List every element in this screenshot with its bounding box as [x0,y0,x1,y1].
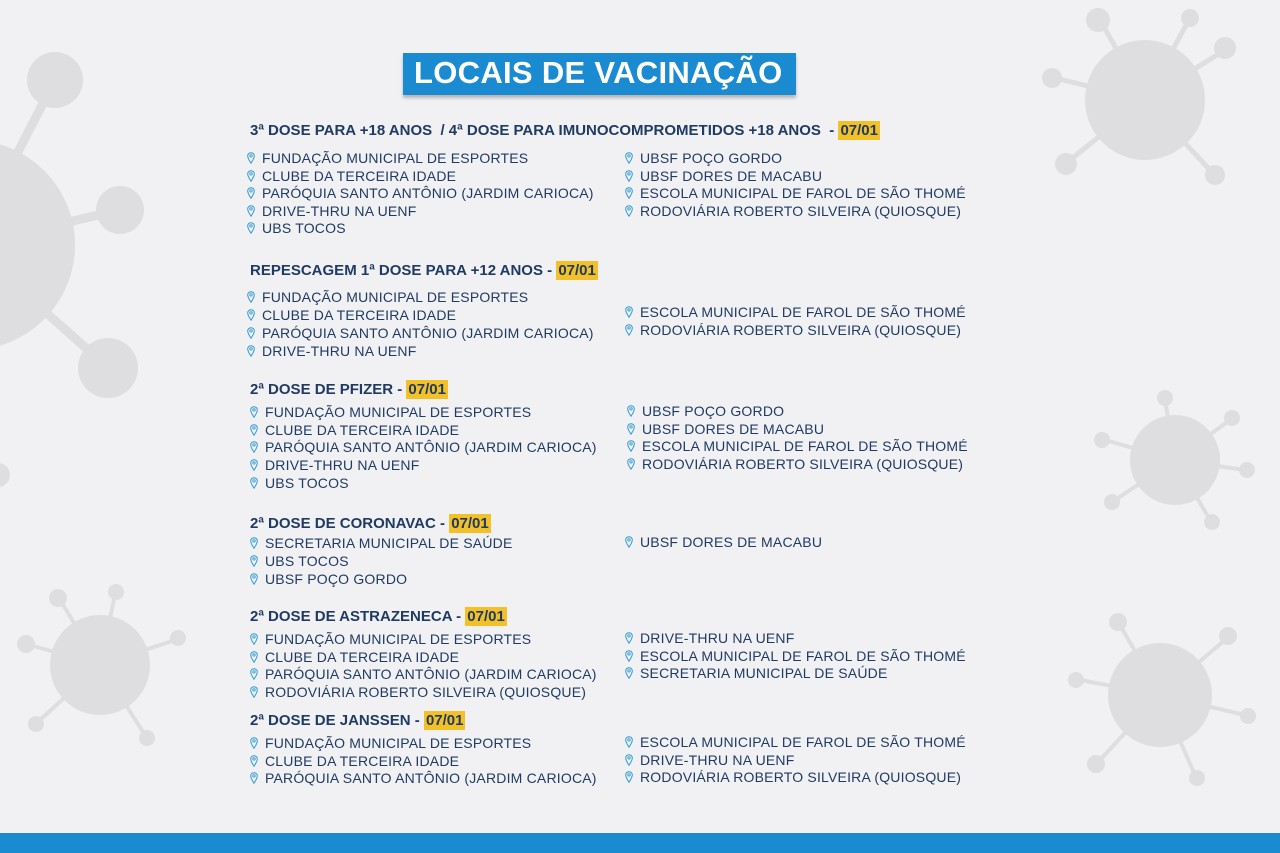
section-title [250,261,598,281]
location-item [627,403,784,420]
title-banner [403,53,796,95]
location-label: SECRETARIA MUNICIPAL DE SAÚDE [640,665,888,681]
location-pin-icon [250,477,258,489]
location-pin-icon [625,771,633,783]
date-badge: 07/01 [451,515,489,532]
location-item [247,168,456,185]
location-item [625,304,966,321]
location-pin-icon [247,345,255,357]
location-label: ESCOLA MUNICIPAL DE FAROL DE SÃO THOMÉ [640,734,966,750]
location-pin-icon [247,152,255,164]
location-pin-icon [250,633,258,645]
location-label: CLUBE DA TERCEIRA IDADE [265,752,460,769]
location-label: FUNDAÇÃO MUNICIPAL DE ESPORTES [262,150,529,166]
location-label: RODOVIÁRIA ROBERTO SILVEIRA (QUIOSQUE) [640,769,962,785]
location-pin-icon [625,187,633,199]
location-item [625,665,887,682]
location-pin-icon [625,736,633,748]
location-item [625,203,961,220]
location-pin-icon [247,187,255,199]
location-item [250,439,597,456]
location-item [250,666,597,683]
location-pin-icon [625,650,633,662]
bottom-bar [0,833,1280,853]
location-pin-icon [625,324,633,336]
location-pin-icon [625,170,633,182]
location-pin-icon [625,536,633,548]
location-item [250,735,531,752]
location-pin-icon [627,440,635,452]
location-pin-icon [250,668,258,680]
location-label: FUNDAÇÃO MUNICIPAL DE ESPORTES [265,735,532,751]
location-item [625,630,795,647]
location-item [625,648,966,665]
location-pin-icon [625,632,633,644]
location-label: ESCOLA MUNICIPAL DE FAROL DE SÃO THOMÉ [640,304,966,320]
location-label: SECRETARIA MUNICIPAL DE SAÚDE [265,535,513,551]
location-item [625,185,966,202]
location-pin-icon [250,772,258,784]
location-item [250,475,349,492]
location-label: DRIVE-THRU NA UENF [640,751,795,768]
location-item [250,553,349,570]
location-item [247,325,594,342]
location-item [250,535,512,552]
location-item [247,203,417,220]
location-pin-icon [625,205,633,217]
location-pin-icon [250,686,258,698]
location-pin-icon [250,651,258,663]
location-label: CLUBE DA TERCEIRA IDADE [265,421,460,438]
location-item [247,289,528,306]
location-label: RODOVIÁRIA ROBERTO SILVEIRA (QUIOSQUE) [642,456,964,473]
location-label: DRIVE-THRU NA UENF [262,202,417,219]
location-item [625,168,822,185]
location-label: DRIVE-THRU NA UENF [262,343,417,359]
date-badge: 07/01 [840,122,878,139]
date-badge: 07/01 [467,608,505,625]
location-pin-icon [247,327,255,339]
location-label: UBS TOCOS [265,474,349,491]
location-label: CLUBE DA TERCEIRA IDADE [265,648,460,665]
location-pin-icon [250,573,258,585]
location-label: UBSF POÇO GORDO [640,150,783,166]
location-item [250,753,459,770]
date-badge: 07/01 [425,712,464,729]
location-label: UBSF DORES DE MACABU [642,420,825,437]
location-item [247,343,417,360]
location-pin-icon [250,537,258,549]
location-label: DRIVE-THRU NA UENF [640,630,795,646]
section-title-label: 2ª DOSE DE CORONAVAC - [250,515,450,532]
location-pin-icon [625,667,633,679]
location-pin-icon [247,309,255,321]
location-item [625,734,966,751]
location-label: UBSF DORES DE MACABU [640,167,823,184]
location-pin-icon [250,424,258,436]
section-title [250,514,491,534]
section-title-label: 2ª DOSE DE PFIZER - [250,381,407,398]
location-label: CLUBE DA TERCEIRA IDADE [262,307,457,323]
location-item [247,220,346,237]
section-title-label: 2ª DOSE DE ASTRAZENECA - [250,608,466,625]
location-item [250,404,531,421]
location-item [250,457,420,474]
location-label: FUNDAÇÃO MUNICIPAL DE ESPORTES [265,404,532,420]
location-item [625,769,961,786]
location-item [627,456,963,473]
location-pin-icon [250,441,258,453]
location-label: UBSF POÇO GORDO [265,571,408,587]
location-pin-icon [250,459,258,471]
location-pin-icon [627,458,635,470]
location-label: PARÓQUIA SANTO ANTÔNIO (JARDIM CARIOCA) [265,439,597,456]
location-label: ESCOLA MUNICIPAL DE FAROL DE SÃO THOMÉ [642,438,968,455]
location-item [250,571,407,588]
location-pin-icon [247,170,255,182]
location-label: FUNDAÇÃO MUNICIPAL DE ESPORTES [265,631,532,647]
location-label: UBS TOCOS [265,553,349,569]
location-item [250,684,586,701]
location-label: ESCOLA MUNICIPAL DE FAROL DE SÃO THOMÉ [640,647,966,664]
section-title [250,711,465,731]
location-item [627,438,968,455]
location-label: RODOVIÁRIA ROBERTO SILVEIRA (QUIOSQUE) [640,322,962,338]
section-title-label: 3ª DOSE PARA +18 ANOS / 4ª DOSE PARA IMUNOCOMPROMETIDOS +18 ANOS - [250,122,839,139]
location-item [247,185,594,202]
page-title: LOCAIS DE VACINAÇÃO [403,53,796,95]
location-item [250,631,531,648]
location-label: CLUBE DA TERCEIRA IDADE [262,167,457,184]
location-label: ESCOLA MUNICIPAL DE FAROL DE SÃO THOMÉ [640,185,966,201]
section-title-label: REPESCAGEM 1ª DOSE PARA +12 ANOS - [250,262,557,279]
location-pin-icon [247,222,255,234]
location-pin-icon [247,205,255,217]
location-item [250,649,459,666]
location-label: FUNDAÇÃO MUNICIPAL DE ESPORTES [262,289,529,305]
location-pin-icon [250,406,258,418]
section-title-label: 2ª DOSE DE JANSSEN - [250,712,424,729]
location-label: PARÓQUIA SANTO ANTÔNIO (JARDIM CARIOCA) [265,770,597,786]
location-pin-icon [250,737,258,749]
location-label: UBSF POÇO GORDO [642,403,785,419]
section-title [250,380,448,400]
location-item [625,150,782,167]
location-label: RODOVIÁRIA ROBERTO SILVEIRA (QUIOSQUE) [640,202,962,219]
location-item [250,422,459,439]
location-label: PARÓQUIA SANTO ANTÔNIO (JARDIM CARIOCA) [262,185,594,201]
location-pin-icon [625,754,633,766]
location-item [625,534,822,551]
location-label: UBSF DORES DE MACABU [640,534,823,550]
location-label: PARÓQUIA SANTO ANTÔNIO (JARDIM CARIOCA) [262,325,594,341]
location-pin-icon [247,291,255,303]
location-item [247,150,528,167]
location-pin-icon [627,423,635,435]
location-item [625,752,795,769]
location-item [627,421,824,438]
section-title [250,607,507,627]
location-pin-icon [625,306,633,318]
location-label: DRIVE-THRU NA UENF [265,457,420,474]
date-badge: 07/01 [408,381,446,398]
date-badge: 07/01 [558,262,596,279]
location-pin-icon [627,405,635,417]
location-item [250,770,597,787]
location-pin-icon [625,152,633,164]
location-item [247,307,456,324]
location-label: PARÓQUIA SANTO ANTÔNIO (JARDIM CARIOCA) [265,666,597,682]
location-pin-icon [250,555,258,567]
location-label: RODOVIÁRIA ROBERTO SILVEIRA (QUIOSQUE) [265,683,587,700]
location-label: UBS TOCOS [262,220,346,236]
location-pin-icon [250,755,258,767]
location-item [625,322,961,339]
section-title [250,121,880,141]
